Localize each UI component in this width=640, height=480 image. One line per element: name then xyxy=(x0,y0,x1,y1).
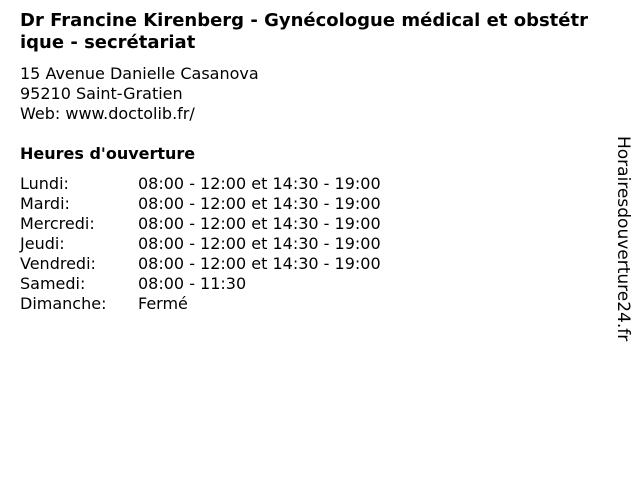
site-watermark-text: Horairesdouverture24.fr xyxy=(613,136,633,342)
hours-day: Samedi: xyxy=(20,274,86,293)
hours-day: Lundi: xyxy=(20,174,69,193)
hours-time: Fermé xyxy=(138,294,188,313)
hours-row-tuesday xyxy=(20,194,381,214)
hours-time: 08:00 - 12:00 et 14:30 - 19:00 xyxy=(138,194,381,213)
page-title: Dr Francine Kirenberg - Gynécologue médical et obstétrique - secrétariat xyxy=(20,10,588,53)
hours-day: Dimanche: xyxy=(20,294,107,313)
address-city: 95210 Saint-Gratien xyxy=(20,84,183,103)
hours-row-monday xyxy=(20,174,381,194)
hours-day: Mardi: xyxy=(20,194,70,213)
hours-row-thursday xyxy=(20,234,381,254)
hours-day: Jeudi: xyxy=(20,234,65,253)
address-block xyxy=(20,64,259,124)
hours-day: Vendredi: xyxy=(20,254,96,273)
hours-row-wednesday xyxy=(20,214,381,234)
hours-row-sunday xyxy=(20,294,381,314)
hours-heading: Heures d'ouverture xyxy=(20,144,196,163)
hours-day: Mercredi: xyxy=(20,214,95,233)
hours-time: 08:00 - 12:00 et 14:30 - 19:00 xyxy=(138,254,381,273)
hours-row-friday xyxy=(20,254,381,274)
site-watermark xyxy=(610,136,638,346)
hours-time: 08:00 - 12:00 et 14:30 - 19:00 xyxy=(138,214,381,233)
hours-row-saturday xyxy=(20,274,381,294)
address-web: Web: www.doctolib.fr/ xyxy=(20,104,195,123)
hours-time: 08:00 - 11:30 xyxy=(138,274,247,293)
hours-table xyxy=(20,174,381,314)
hours-time: 08:00 - 12:00 et 14:30 - 19:00 xyxy=(138,174,381,193)
hours-time: 08:00 - 12:00 et 14:30 - 19:00 xyxy=(138,234,381,253)
address-street: 15 Avenue Danielle Casanova xyxy=(20,64,259,83)
